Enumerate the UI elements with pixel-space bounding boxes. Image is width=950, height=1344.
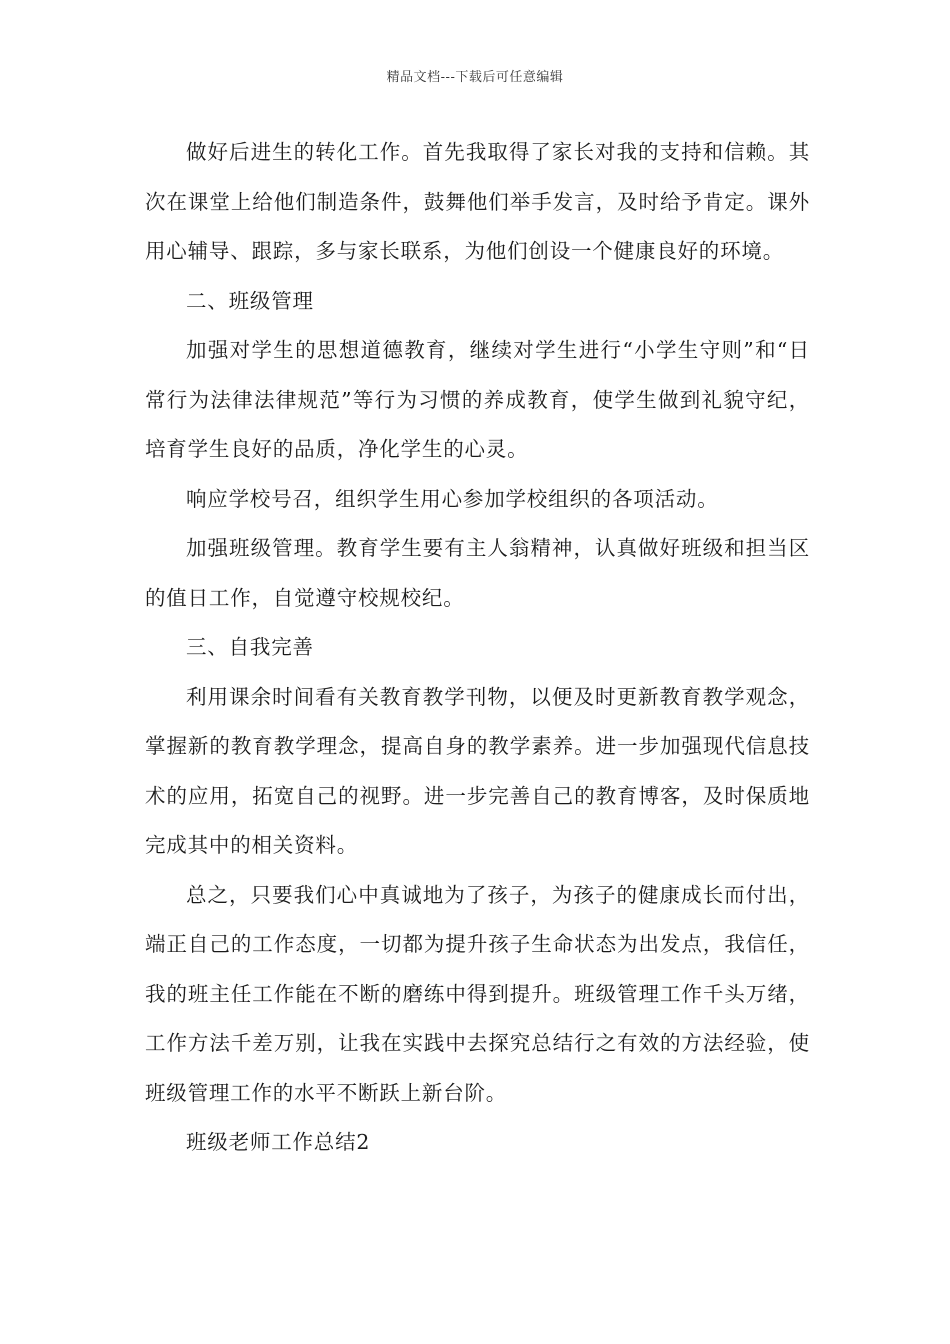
paragraph-self-study: 利用课余时间看有关教育教学刊物，以便及时更新教育教学观念，掌握新的教育教学理念，提高自身的教学素养。进一步加强现代信息技术的应用，拓宽自己的视野。进一步完善自己的教育博客，及时保质地完成其中的相关资料。 xyxy=(145,684,810,857)
page-header: 精品文档---下载后可任意编辑 xyxy=(386,70,564,85)
document-body xyxy=(145,128,810,1168)
next-document-title: 班级老师工作总结2 xyxy=(186,1130,371,1154)
paragraph-class-management: 加强班级管理。教育学生要有主人翁精神，认真做好班级和担当区的值日工作，自觉遵守校规校纪。 xyxy=(145,536,810,610)
section-heading-self-improvement: 三、自我完善 xyxy=(186,635,314,659)
section-heading-class-management: 二、班级管理 xyxy=(186,288,314,313)
paragraph-conclusion: 总之，只要我们心中真诚地为了孩子，为孩子的健康成长而付出，端正自己的工作态度，一切都为提升孩子生命状态为出发点，我信任，我的班主任工作能在不断的磨练中得到提升。班级管理工作千头万绪，工作方法千差万别，让我在实践中去探究总结行之有效的方法经验，使班级管理工作的水平不断跃上新台阶。 xyxy=(145,882,810,1105)
paragraph-school-activities: 响应学校号召，组织学生用心参加学校组织的各项活动。 xyxy=(186,486,719,511)
paragraph-moral-education: 加强对学生的思想道德教育，继续对学生进行“小学生守则”和“日常行为法律法律规范”等行为习惯的养成教育，使学生做到礼貌守纪，培育学生良好的品质，净化学生的心灵。 xyxy=(145,338,810,461)
paragraph-backward-students: 做好后进生的转化工作。首先我取得了家长对我的支持和信赖。其次在课堂上给他们制造条件，鼓舞他们举手发言，及时给予肯定。课外用心辅导、跟踪，多与家长联系，为他们创设一个健康良好的环境。 xyxy=(145,140,810,263)
